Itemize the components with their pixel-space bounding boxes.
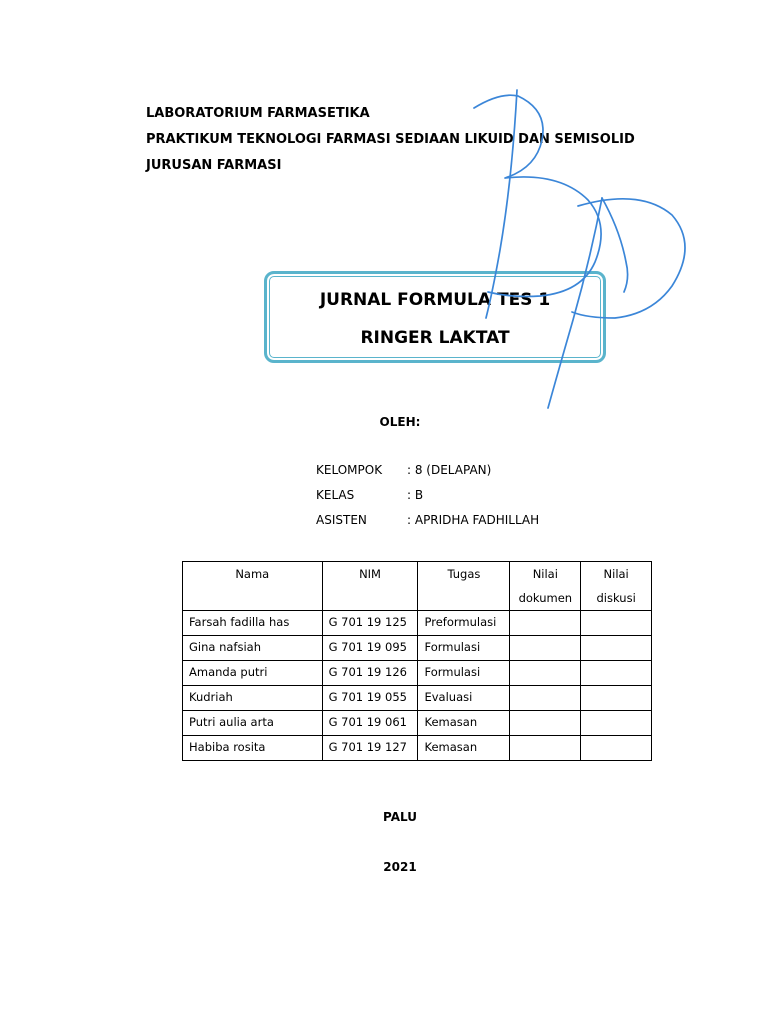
table-row <box>183 686 652 711</box>
cell-document-score <box>510 686 581 711</box>
info-key: KELAS <box>316 488 355 502</box>
cell-discussion-score <box>581 611 652 636</box>
journal-subtitle: RINGER LAKTAT <box>360 328 510 348</box>
cell-discussion-score <box>581 711 652 736</box>
cell-task: Kemasan <box>418 711 510 736</box>
city: PALU <box>383 810 417 824</box>
cell-name: Gina nafsiah <box>183 636 323 661</box>
cell-name: Amanda putri <box>183 661 323 686</box>
members-table <box>182 561 652 761</box>
cell-task: Formulasi <box>418 661 510 686</box>
cell-document-score <box>510 736 581 761</box>
cell-discussion-score <box>581 736 652 761</box>
table-header-row <box>183 562 652 611</box>
info-key: ASISTEN <box>316 513 367 527</box>
department-name: JURUSAN FARMASI <box>146 158 282 173</box>
table-row <box>183 736 652 761</box>
cell-nim: G 701 19 126 <box>322 661 418 686</box>
header-nim: NIM <box>322 562 418 611</box>
header-document-score: Nilai dokumen <box>510 562 581 611</box>
table-row <box>183 711 652 736</box>
cell-name: Habiba rosita <box>183 736 323 761</box>
cell-nim: G 701 19 125 <box>322 611 418 636</box>
cell-document-score <box>510 636 581 661</box>
cell-document-score <box>510 611 581 636</box>
year: 2021 <box>383 860 417 874</box>
cell-name: Putri aulia arta <box>183 711 323 736</box>
cell-name: Kudriah <box>183 686 323 711</box>
cell-nim: G 701 19 055 <box>322 686 418 711</box>
info-value: : 8 (DELAPAN) <box>407 463 492 477</box>
cell-task: Kemasan <box>418 736 510 761</box>
cell-discussion-score <box>581 661 652 686</box>
cell-task: Preformulasi <box>418 611 510 636</box>
cell-discussion-score <box>581 686 652 711</box>
cell-task: Evaluasi <box>418 686 510 711</box>
title-box <box>264 271 606 363</box>
institution-header <box>146 101 635 179</box>
cell-task: Formulasi <box>418 636 510 661</box>
cell-nim: G 701 19 095 <box>322 636 418 661</box>
cell-document-score <box>510 711 581 736</box>
cell-name: Farsah fadilla has <box>183 611 323 636</box>
header-discussion-score: Nilai diskusi <box>581 562 652 611</box>
info-key: KELOMPOK <box>316 463 383 477</box>
cell-discussion-score <box>581 636 652 661</box>
cell-document-score <box>510 661 581 686</box>
journal-title: JURNAL FORMULA TES 1 <box>319 290 551 310</box>
info-value: : APRIDHA FADHILLAH <box>407 513 540 527</box>
cell-nim: G 701 19 127 <box>322 736 418 761</box>
info-value: : B <box>407 488 424 502</box>
table-row <box>183 636 652 661</box>
lab-name: LABORATORIUM FARMASETIKA <box>146 106 370 121</box>
table-row <box>183 611 652 636</box>
cell-nim: G 701 19 061 <box>322 711 418 736</box>
practicum-name: PRAKTIKUM TEKNOLOGI FARMASI SEDIAAN LIKUID DAN SEMISOLID <box>146 132 635 147</box>
table-row <box>183 661 652 686</box>
by-label: OLEH: <box>379 415 421 429</box>
header-name: Nama <box>183 562 323 611</box>
header-task: Tugas <box>418 562 510 611</box>
